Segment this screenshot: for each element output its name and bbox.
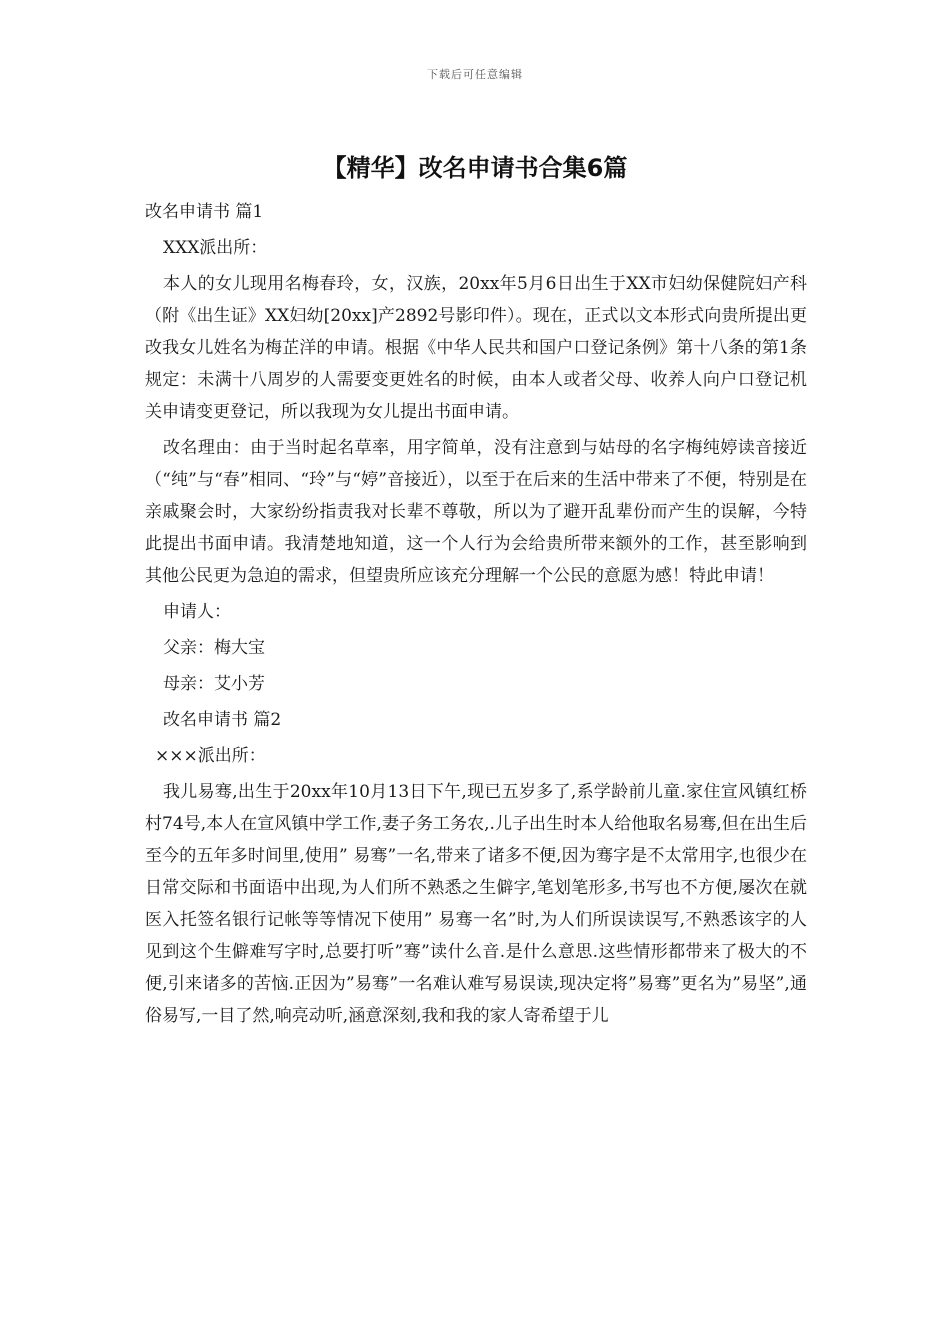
document-title: 【精华】改名申请书合集6篇 xyxy=(322,154,628,182)
document-body xyxy=(145,196,807,1036)
section1-father: 父亲：梅大宝 xyxy=(163,638,265,658)
section1-heading: 改名申请书 篇1 xyxy=(145,202,264,222)
section1-paragraph1: 本人的女儿现用名梅春玲，女，汉族，20xx年5月6日出生于XX市妇幼保健院妇产科（附《出生证》XX妇幼[20xx]产2892号影印件）。现在，正式以文本形式向贵所提出更改我女儿姓名为梅芷洋的申请。根据《中华人民共和国户口登记条例》第十八条的第1条规定：未满十八周岁的人需要变更姓名的时候，由本人或者父母、收养人向户口登记机关申请变更登记，所以我现为女儿提出书面申请。 xyxy=(145,274,807,422)
section1-addressee: XXX派出所： xyxy=(163,238,268,258)
section2-paragraph1: 我儿易骞,出生于20xx年10月13日下午,现已五岁多了,系学龄前儿童.家住宣风镇红桥村74号,本人在宣风镇中学工作,妻子务工务农,.儿子出生时本人给他取名易骞,但在出生后至今的五年多时间里,使用” 易骞”一名,带来了诸多不便,因为骞字是不太常用字,也很少在日常交际和书面语中出现,为人们所不熟悉之生僻字,笔划笔形多,书写也不方便,屡次在就医入托签名银行记帐等等情况下使用” 易骞一名”时,为人们所误读误写,不熟悉该字的人见到这个生僻难写字时,总要打听”骞”读什么音.是什么意思.这些情形都带来了极大的不便,引来诸多的苦恼.正因为”易骞”一名难认难写易误读,现决定将”易骞”更名为”易坚”,通俗易写,一目了然,响亮动听,涵意深刻,我和我的家人寄希望于儿 xyxy=(145,782,807,1026)
section2-addressee: ×××派出所： xyxy=(155,746,266,766)
section1-applicant-label: 申请人： xyxy=(163,602,231,622)
section1-paragraph2: 改名理由：由于当时起名草率，用字简单，没有注意到与姑母的名字梅纯婷读音接近（“纯”与“春”相同、“玲”与“婷”音接近），以至于在后来的生活中带来了不便，特别是在亲戚聚会时，大家纷纷指责我对长辈不尊敬，所以为了避开乱辈份而产生的误解，今特此提出书面申请。我清楚地知道，这一个人行为会给贵所带来额外的工作，甚至影响到其他公民更为急迫的需求，但望贵所应该充分理解一个公民的意愿为感！特此申请！ xyxy=(145,438,807,586)
header-note: 下载后可任意编辑 xyxy=(427,68,523,81)
section1-mother: 母亲：艾小芳 xyxy=(163,674,265,694)
section2-heading: 改名申请书 篇2 xyxy=(163,710,282,730)
